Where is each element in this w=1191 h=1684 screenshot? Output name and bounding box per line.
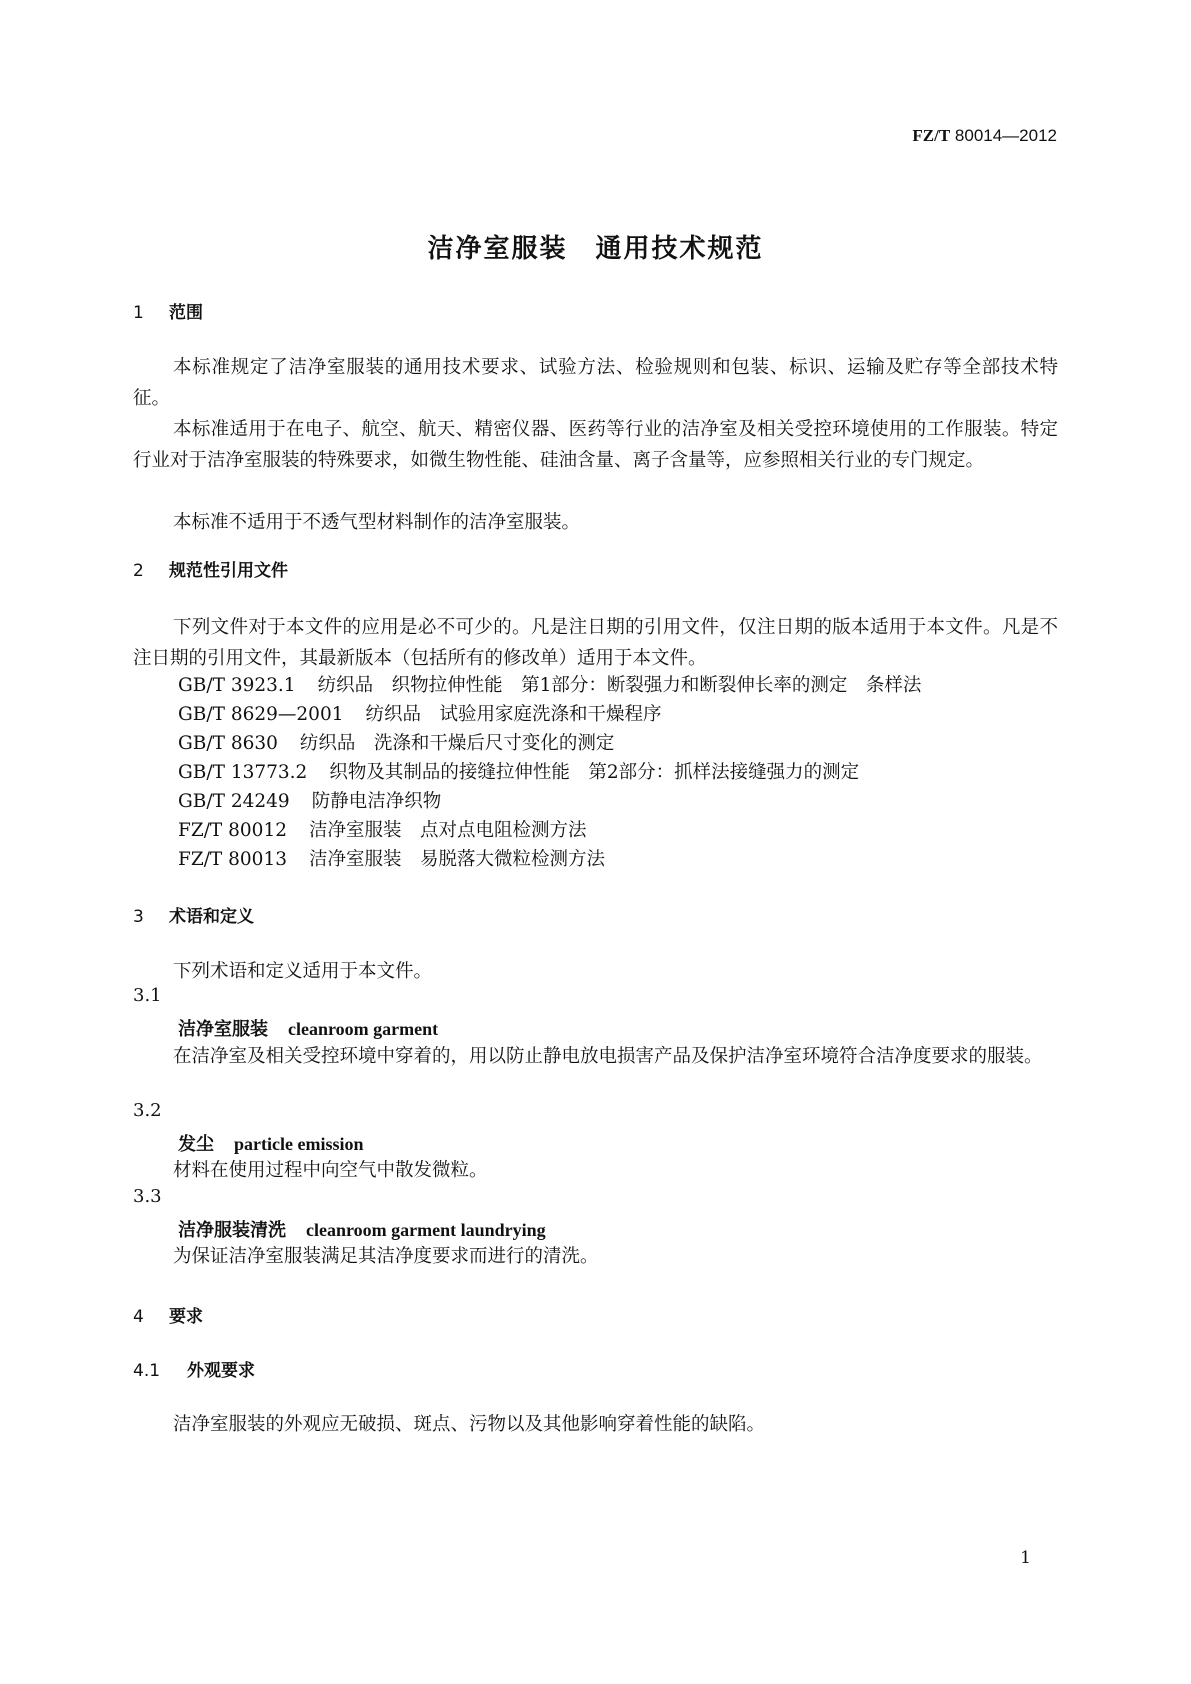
term-name xyxy=(178,1216,546,1242)
term-number: 3.3 xyxy=(133,1186,162,1207)
term-definition: 在洁净室及相关受控环境中穿着的，用以防止静电放电损害产品及保护洁净室环境符合洁净度要求的服装。 xyxy=(173,1046,1043,1067)
section-title: 术语和定义 xyxy=(169,907,254,927)
term-en: cleanroom garment xyxy=(288,1019,439,1039)
section-3-heading xyxy=(133,902,254,927)
reference-title: 洁净室服装 点对点电阻检测方法 xyxy=(309,820,587,841)
reference-title: 纺织品 织物拉伸性能 第1部分：断裂强力和断裂伸长率的测定 条样法 xyxy=(317,675,922,696)
paragraph: 本标准不适用于不透气型材料制作的洁净室服装。 xyxy=(173,512,581,533)
section-2-heading xyxy=(133,556,288,581)
reference-item xyxy=(178,729,614,755)
paragraph: 下列文件对于本文件的应用是必不可少的。凡是注日期的引用文件，仅注日期的版本适用于本文件。凡是不注日期的引用文件，其最新版本（包括所有的修改单）适用于本文件。 xyxy=(133,617,1058,669)
paragraph: 洁净室服装的外观应无破损、斑点、污物以及其他影响穿着性能的缺陷。 xyxy=(173,1414,766,1435)
reference-code: GB/T 24249 xyxy=(178,791,290,812)
term-name xyxy=(178,1015,438,1041)
reference-title: 纺织品 洗涤和干燥后尺寸变化的测定 xyxy=(299,733,615,754)
paragraph: 本标准适用于在电子、航空、航天、精密仪器、医药等行业的洁净室及相关受控环境使用的工作服装。特定行业对于洁净室服装的特殊要求，如微生物性能、硅油含量、离子含量等，应参照相关行业的专门规定。 xyxy=(133,419,1058,471)
section-4-heading xyxy=(133,1302,203,1327)
term-number: 3.1 xyxy=(133,985,162,1006)
reference-code: FZ/T 80013 xyxy=(178,849,287,870)
section-number: 2 xyxy=(133,561,144,581)
section-number: 1 xyxy=(133,303,144,323)
reference-item xyxy=(178,700,662,726)
section-1-heading xyxy=(133,298,203,323)
section-title: 规范性引用文件 xyxy=(169,561,288,581)
standard-prefix: FZ/T xyxy=(912,126,951,145)
term-zh: 发尘 xyxy=(178,1134,214,1155)
section-title: 要求 xyxy=(169,1307,203,1327)
section-number: 4 xyxy=(133,1307,144,1327)
reference-item xyxy=(178,671,921,697)
term-zh: 洁净服装清洗 xyxy=(178,1220,286,1241)
document-title: 洁净室服装 通用技术规范 xyxy=(427,234,764,264)
subsection-title: 外观要求 xyxy=(187,1361,255,1381)
standard-code xyxy=(912,126,1057,146)
section-number: 3 xyxy=(133,907,144,927)
reference-item xyxy=(178,845,605,871)
section-title: 范围 xyxy=(169,303,203,323)
reference-item xyxy=(178,787,441,813)
term-zh: 洁净室服装 xyxy=(178,1019,268,1040)
term-en: particle emission xyxy=(234,1134,364,1154)
paragraph: 下列术语和定义适用于本文件。 xyxy=(173,961,433,982)
reference-code: GB/T 13773.2 xyxy=(178,762,308,783)
reference-title: 织物及其制品的接缝拉伸性能 第2部分：抓样法接缝强力的测定 xyxy=(329,762,860,783)
reference-title: 防静电洁净织物 xyxy=(311,791,442,812)
reference-item xyxy=(178,758,859,784)
subsection-number: 4.1 xyxy=(133,1361,161,1381)
paragraph: 本标准规定了洁净室服装的通用技术要求、试验方法、检验规则和包装、标识、运输及贮存等全部技术特征。 xyxy=(133,357,1058,409)
reference-code: GB/T 8630 xyxy=(178,733,278,754)
reference-code: FZ/T 80012 xyxy=(178,820,287,841)
standard-number: 80014—2012 xyxy=(954,126,1057,145)
reference-title: 纺织品 试验用家庭洗涤和干燥程序 xyxy=(365,704,662,725)
term-name xyxy=(178,1130,363,1156)
page-number: 1 xyxy=(1020,1548,1031,1568)
term-definition: 为保证洁净室服装满足其洁净度要求而进行的清洗。 xyxy=(173,1246,599,1267)
term-en: cleanroom garment laundrying xyxy=(306,1220,546,1240)
term-definition: 材料在使用过程中向空气中散发微粒。 xyxy=(173,1160,488,1181)
reference-item xyxy=(178,816,587,842)
subsection-4-1-heading xyxy=(133,1356,255,1381)
reference-code: GB/T 8629—2001 xyxy=(178,704,344,725)
reference-code: GB/T 3923.1 xyxy=(178,675,296,696)
term-number: 3.2 xyxy=(133,1100,162,1121)
reference-title: 洁净室服装 易脱落大微粒检测方法 xyxy=(309,849,606,870)
